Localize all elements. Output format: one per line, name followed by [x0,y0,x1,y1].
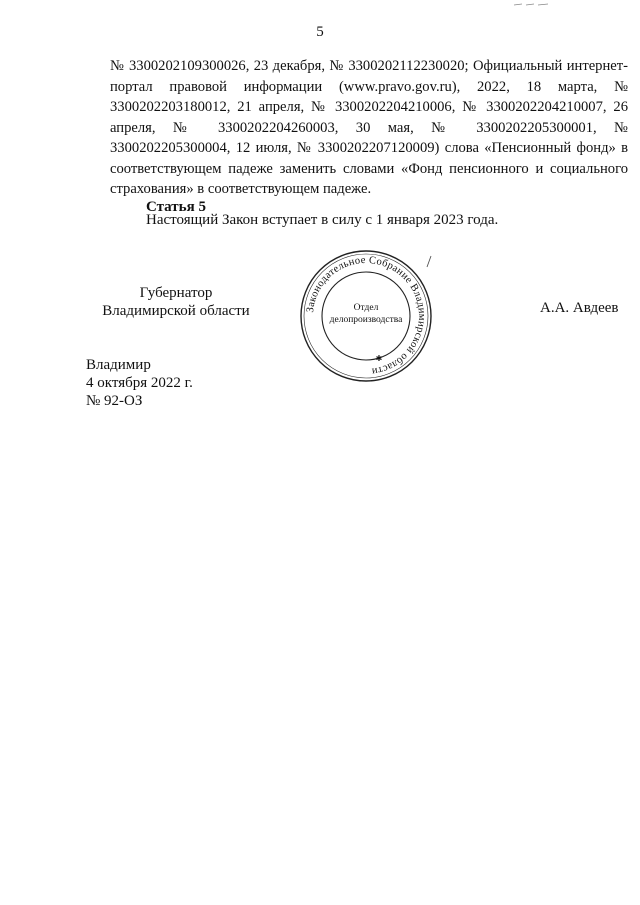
governor-name: А.А. Авдеев [540,300,619,316]
article-text: Настоящий Закон вступает в силу с 1 января 2023 года. [146,212,499,228]
place-date-block [86,356,193,410]
governor-title [86,284,266,320]
svg-text:✱: ✱ [375,354,383,363]
law-number: № 92-ОЗ [86,393,143,409]
body-paragraph: № 3300202109300026, 23 декабря, № 3300202112230020; Официальный интернет-портал правовой информации (www.pravo.gov.ru), 2022, 18 марта, № 3300202203180012, 21 апреля, № 3300202204210006, № 3300202204210007, 26 апреля, № 3300202204260003, 30 мая, № 3300202205300001, № 3300202205300004, 12 июля, № 3300202207120009) слова «Пенсионный фонд» в соответствующем падеже заменить словами «Фонд пенсионного и социального страхования» в соответствующем падеже. [110,58,628,197]
article-heading: Статья 5 [146,199,206,215]
place-date: 4 октября 2022 г. [86,375,193,391]
governor-title-line2: Владимирской области [102,303,250,319]
signature-mark [424,255,434,269]
governor-title-line1: Губернатор [139,285,213,301]
seal-ring-text: Законодательное Собрание Владимирской области [305,254,428,377]
place-city: Владимир [86,357,151,373]
corner-mark [512,0,552,8]
seal-center-line2: делопроизводства [329,315,403,325]
official-seal [298,248,434,384]
seal-center-line1: Отдел [353,303,379,313]
page-number: 5 [316,24,324,40]
